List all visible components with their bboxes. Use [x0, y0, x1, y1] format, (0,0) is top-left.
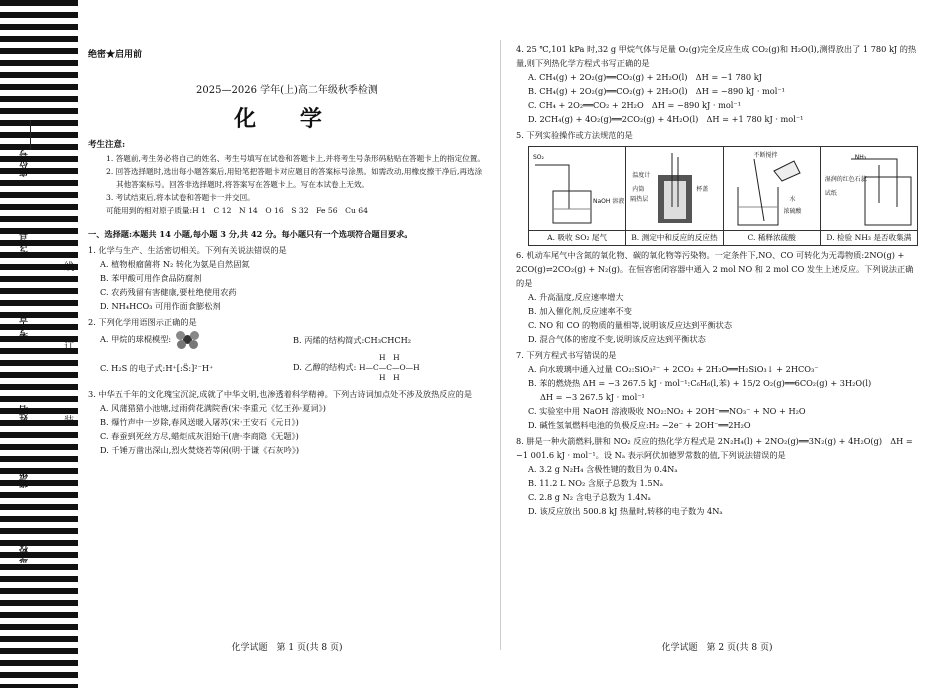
option: A. 风蒲猎猎小池塘,过雨荷花满院香(宋·李重元《忆王孙·夏词》) [100, 403, 326, 413]
secret-mark: 绝密★启用前 [88, 50, 143, 60]
notice-item: 2. 回答选择题时,选出每小题答案后,用铅笔把答题卡对应题目的答案标号涂黑。如需改动,用橡皮擦干净后,再选涂其他答案标号。回答非选择题时,将答案写在答题卡上。写在本试卷上无效。 [106, 167, 483, 189]
school-label: 学校 [20, 545, 30, 563]
name-label: 姓名 [20, 405, 30, 423]
option: D. NH₄HCO₃ 可用作面食膨松剂 [100, 301, 221, 311]
experiment-a: SO₂ NaOH 溶液 A. 吸收 SO₂ 尾气 [529, 147, 626, 245]
question-stem: 3. 中华五千年的文化瑰宝沉淀,成就了中华文明,也渗透着科学精神。下列古诗词加点处不涉及放热反应的是 [88, 389, 473, 399]
option: A. 3.2 g N₂H₄ 含极性键的数目为 0.4Nₐ [528, 464, 678, 474]
seal-mark: 订 [64, 342, 74, 353]
option: A. CH₄(g) + 2O₂(g)══CO₂(g) + 2H₂O(l) ΔH = −1 780 kJ [528, 72, 762, 82]
option: D. 乙醇的结构式: [293, 362, 357, 372]
option: B. CH₄(g) + 2O₂(g)══CO₂(g) + 2H₂O(l) ΔH = −890 kJ · mol⁻¹ [528, 86, 785, 96]
option: B. 苯的燃烧热 ΔH = −3 267.5 kJ · mol⁻¹:C₆H₆(l,苯) + 15/2 O₂(g)══6CO₂(g) + 3H₂O(l) [528, 378, 872, 388]
option: A. 植物根瘤菌将 N₂ 转化为氨是自然固氮 [100, 259, 250, 269]
notice-list [88, 152, 486, 217]
atomic-mass: 可能用到的相对原子质量:H 1 C 12 N 14 O 16 S 32 Fe 56 Cu 64 [106, 206, 368, 215]
option: D. 碱性氢氧燃料电池的负极反应:H₂ −2e⁻ + 2OH⁻══2H₂O [528, 420, 751, 430]
option: D. 千锤万凿出深山,烈火焚烧若等闲(明·于谦《石灰吟》) [100, 445, 300, 455]
page-divider [500, 40, 502, 650]
option: C. CH₄ + 2O₂══CO₂ + 2H₂O ΔH = −890 kJ · mol⁻¹ [528, 100, 742, 110]
line-mark: 线 [64, 262, 74, 273]
option: D. 该反应放出 500.8 kJ 热量时,转移的电子数为 4Nₐ [528, 506, 723, 516]
experiment-c: 不断搅拌 水 浓硫酸 C. 稀释浓硫酸 [724, 147, 821, 245]
seat-label: 座位号 [20, 150, 30, 177]
caption: B. 测定中和反应的反应热 [626, 230, 722, 245]
page-footer: 化学试题 第 1 页(共 8 页) [231, 643, 343, 653]
question-stem: 1. 化学与生产、生活密切相关。下列有关说法错误的是 [88, 245, 287, 255]
notice-heading: 考生注意: [88, 140, 126, 150]
option: C. H₂S 的电子式:H⁺[:S̈:]²⁻H⁺ [100, 363, 214, 373]
methane-ball-model-icon [174, 331, 202, 349]
bind-mark: 装 [64, 416, 74, 427]
option: A. 向水玻璃中通入过量 CO₂:SiO₃²⁻ + 2CO₂ + 2H₂O══H₂SiO₃↓ + 2HCO₃⁻ [528, 364, 819, 374]
notice-item: 3. 考试结束后,将本试卷和答题卡一并交回。 [106, 193, 255, 202]
question-8 [516, 434, 918, 518]
question-3 [88, 387, 486, 457]
question-stem: 8. 肼是一种火箭燃料,肼和 NO₂ 反应的热化学方程式是 2N₂H₄(l) + 2NO₂(g)══3N₂(g) + 4H₂O(g) ΔH = −1 001.6 kJ · mol⁻¹。设 Nₐ 表示阿伏加德罗常数的值,下列说法错误的是 [516, 436, 913, 460]
option: C. 实验室中用 NaOH 溶液吸收 NO₂:NO₂ + 2OH⁻══NO₃⁻ + NO + H₂O [528, 406, 806, 416]
page-footer: 化学试题 第 2 页(共 8 页) [661, 643, 773, 653]
question-stem: 4. 25 ℃,101 kPa 时,32 g 甲烷气体与足量 O₂(g)完全反应生成 CO₂(g)和 H₂O(l),测得放出了 1 780 kJ 的热量,则下列热化学方程式书写正确的是 [516, 44, 917, 68]
caption: D. 检验 NH₃ 是否收集满 [821, 230, 917, 245]
option: D. 混合气体的密度不变,说明该反应达到平衡状态 [528, 334, 706, 344]
question-stem: 5. 下列实验操作或方法规范的是 [516, 130, 633, 140]
question-6 [516, 248, 918, 346]
option: C. 春蚕到死丝方尽,蜡炬成灰泪始干(唐·李商隐《无题》) [100, 431, 299, 441]
notice-item: 1. 答题前,考生务必将自己的姓名、考生号填写在试卷和答题卡上,并将考生号条形码粘贴在答题卡上的指定位置。 [106, 154, 485, 163]
option: C. 2.8 g N₂ 含电子总数为 1.4Nₐ [528, 492, 651, 502]
option: B. 苯甲酸可用作食品防腐剂 [100, 273, 202, 283]
question-stem: 7. 下列方程式书写错误的是 [516, 350, 617, 360]
right-page [516, 40, 918, 518]
option: B. 爆竹声中一岁除,春风送暖入屠苏(宋·王安石《元日》) [100, 417, 299, 427]
option: D. 2CH₄(g) + 4O₂(g)══2CO₂(g) + 4H₂O(l) ΔH = +1 780 kJ · mol⁻¹ [528, 114, 804, 124]
question-stem: 6. 机动车尾气中含氮的氧化物、碳的氧化物等污染物。一定条件下,NO、CO 可转化为无毒物质:2NO(g) + 2CO(g)⇌2CO₂(g) + N₂(g)。在恒容密闭容器中通入 2 mol NO 和 2 mol CO 发生上述反应。下列说法正确的是 [516, 250, 914, 288]
question-4 [516, 42, 918, 126]
exam-no-label: 考生号 [20, 312, 30, 339]
experiment-b: 温度计 内筒 隔热层 杯盖 B. 测定中和反应的反应热 [626, 147, 723, 245]
exam-title: 2025—2026 学年(上)高二年级秋季检测 [196, 85, 378, 96]
caption: C. 稀释浓硫酸 [724, 230, 820, 245]
caption: A. 吸收 SO₂ 尾气 [529, 230, 625, 245]
question-5 [516, 128, 918, 246]
absorb-so2-diagram [529, 147, 625, 229]
section-heading: 一、选择题:本题共 14 小题,每小题 3 分,共 42 分。每小题只有一个选项符合题目要求。 [88, 229, 413, 239]
option: C. 农药残留有害健康,要杜绝使用农药 [100, 287, 237, 297]
class-label: 班级 [20, 470, 30, 488]
option: B. 11.2 L NO₂ 含原子总数为 1.5Nₐ [528, 478, 663, 488]
question-stem: 2. 下列化学用语图示正确的是 [88, 317, 197, 327]
experiment-d: NH₃ 湿润的红色石蕊试纸 D. 检验 NH₃ 是否收集满 [821, 147, 917, 245]
option: B. 加入催化剂,反应速率不变 [528, 306, 632, 316]
question-7 [516, 348, 918, 432]
experiment-table [528, 146, 918, 246]
seat-line [30, 120, 31, 150]
question-2 [88, 315, 486, 385]
option: A. 升高温度,反应速率增大 [528, 292, 624, 302]
room-label: 考场号 [20, 230, 30, 257]
subject-title: 化 学 [234, 106, 340, 132]
option: ΔH = −3 267.5 kJ · mol⁻¹ [540, 392, 645, 402]
left-page [88, 40, 486, 457]
option: A. 甲烷的球棍模型: [100, 334, 172, 344]
question-1 [88, 243, 486, 313]
option: B. 丙烯的结构简式:CH₃CHCH₂ [293, 335, 412, 345]
option: C. NO 和 CO 的物质的量相等,说明该反应达到平衡状态 [528, 320, 733, 330]
ethanol-structure: H H H—C—C—O—H H H [358, 353, 420, 382]
